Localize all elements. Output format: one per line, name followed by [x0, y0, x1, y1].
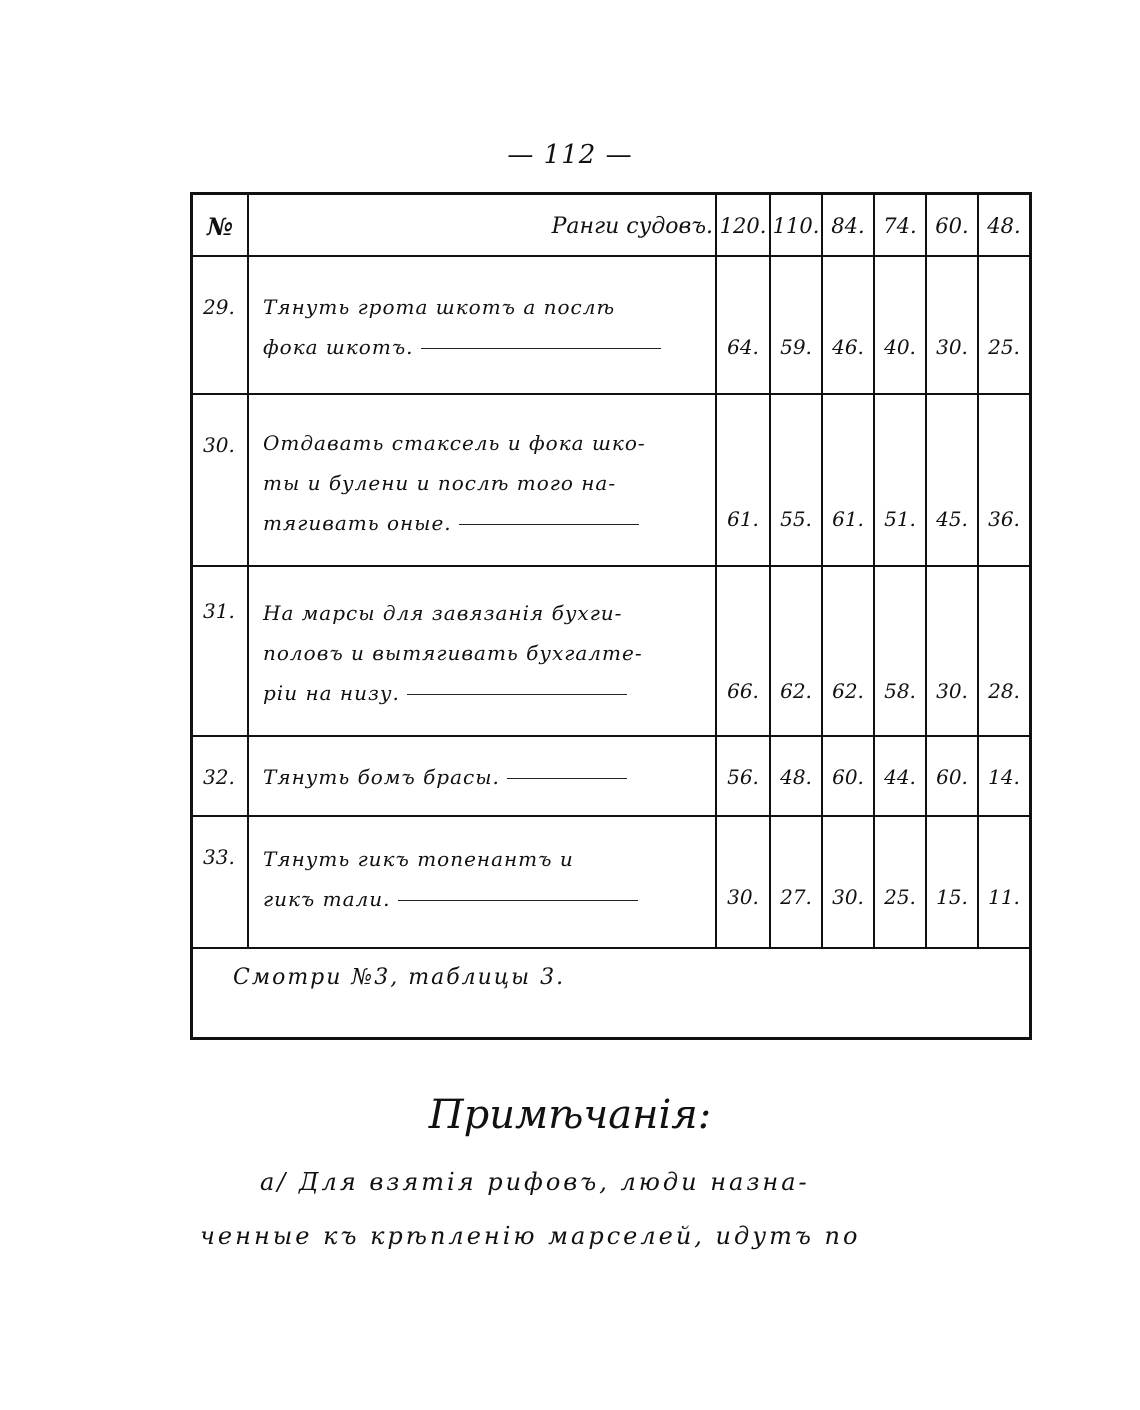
header-col-48: 48. [987, 214, 1021, 238]
row-line: ты и булени и послѣ того на- [263, 471, 617, 495]
value-cell: 27. [780, 885, 812, 909]
value-cell: 60. [832, 765, 864, 789]
value-cell: 55. [780, 507, 812, 531]
row-line: тягивать оные. [263, 511, 452, 535]
row-divider [193, 735, 1029, 737]
value-cell: 61. [832, 507, 864, 531]
leader-dash [407, 694, 627, 695]
value-cell: 48. [780, 765, 812, 789]
row-number: 33. [203, 845, 235, 869]
value-cell: 30. [727, 885, 759, 909]
row-number: 30. [203, 433, 235, 457]
row-line: половъ и вытягивать бухгалте- [263, 641, 643, 665]
value-cell: 14. [988, 765, 1020, 789]
value-cell: 40. [884, 335, 916, 359]
header-col-84: 84. [831, 214, 865, 238]
row-description [263, 757, 713, 797]
row-divider [193, 815, 1029, 817]
header-rank: Ранги судовъ. [551, 213, 713, 239]
row-line: ріи на низу. [263, 681, 400, 705]
col-divider [821, 195, 823, 947]
row-line: фока шкотъ. [263, 335, 414, 359]
row-description [263, 839, 713, 919]
leader-dash [507, 778, 627, 779]
row-description [263, 593, 713, 713]
col-divider [247, 195, 249, 947]
row-line: Тянуть гикъ топенантъ и [263, 847, 574, 871]
row-line: Отдавать стаксель и фока шко- [263, 431, 646, 455]
header-col-120: 120. [719, 214, 767, 238]
row-divider [193, 393, 1029, 395]
header-col-110: 110. [772, 214, 820, 238]
value-cell: 36. [988, 507, 1020, 531]
col-divider [769, 195, 771, 947]
row-number: 29. [203, 295, 235, 319]
value-cell: 30. [936, 335, 968, 359]
data-table [190, 192, 1032, 1040]
leader-dash [459, 524, 639, 525]
value-cell: 25. [988, 335, 1020, 359]
leader-dash [421, 348, 661, 349]
value-cell: 45. [936, 507, 968, 531]
row-line: Тянуть бомъ брасы. [263, 765, 500, 789]
col-divider [873, 195, 875, 947]
row-number: 32. [203, 765, 235, 789]
notes-title: Примѣчанія: [428, 1092, 712, 1138]
value-cell: 59. [780, 335, 812, 359]
col-divider [715, 195, 717, 947]
row-line: гикъ тали. [263, 887, 391, 911]
value-cell: 64. [727, 335, 759, 359]
row-line: Тянуть грота шкотъ а послѣ [263, 295, 616, 319]
value-cell: 56. [727, 765, 759, 789]
row-number: 31. [203, 599, 235, 623]
col-divider [977, 195, 979, 947]
value-cell: 58. [884, 679, 916, 703]
page-number: — 112 — [507, 140, 633, 170]
value-cell: 66. [727, 679, 759, 703]
value-cell: 25. [884, 885, 916, 909]
footer-divider [193, 947, 1029, 949]
notes-line: ченные къ крѣпленію марселей, идутъ по [200, 1222, 861, 1250]
value-cell: 44. [884, 765, 916, 789]
row-line: На марсы для завязанія бухги- [263, 601, 623, 625]
value-cell: 62. [780, 679, 812, 703]
notes-line: а/ Для взятія рифовъ, люди назна- [260, 1168, 810, 1196]
row-divider [193, 565, 1029, 567]
value-cell: 28. [988, 679, 1020, 703]
header-number: № [206, 211, 234, 241]
row-description [263, 287, 713, 367]
value-cell: 30. [936, 679, 968, 703]
leader-dash [398, 900, 638, 901]
header-col-60: 60. [935, 214, 969, 238]
value-cell: 11. [988, 885, 1020, 909]
value-cell: 62. [832, 679, 864, 703]
value-cell: 61. [727, 507, 759, 531]
col-divider [925, 195, 927, 947]
value-cell: 30. [832, 885, 864, 909]
header-col-74: 74. [883, 214, 917, 238]
value-cell: 51. [884, 507, 916, 531]
value-cell: 15. [936, 885, 968, 909]
row-description [263, 423, 713, 543]
value-cell: 60. [936, 765, 968, 789]
table-footer-note: Смотри №3, таблицы 3. [233, 965, 566, 990]
value-cell: 46. [832, 335, 864, 359]
